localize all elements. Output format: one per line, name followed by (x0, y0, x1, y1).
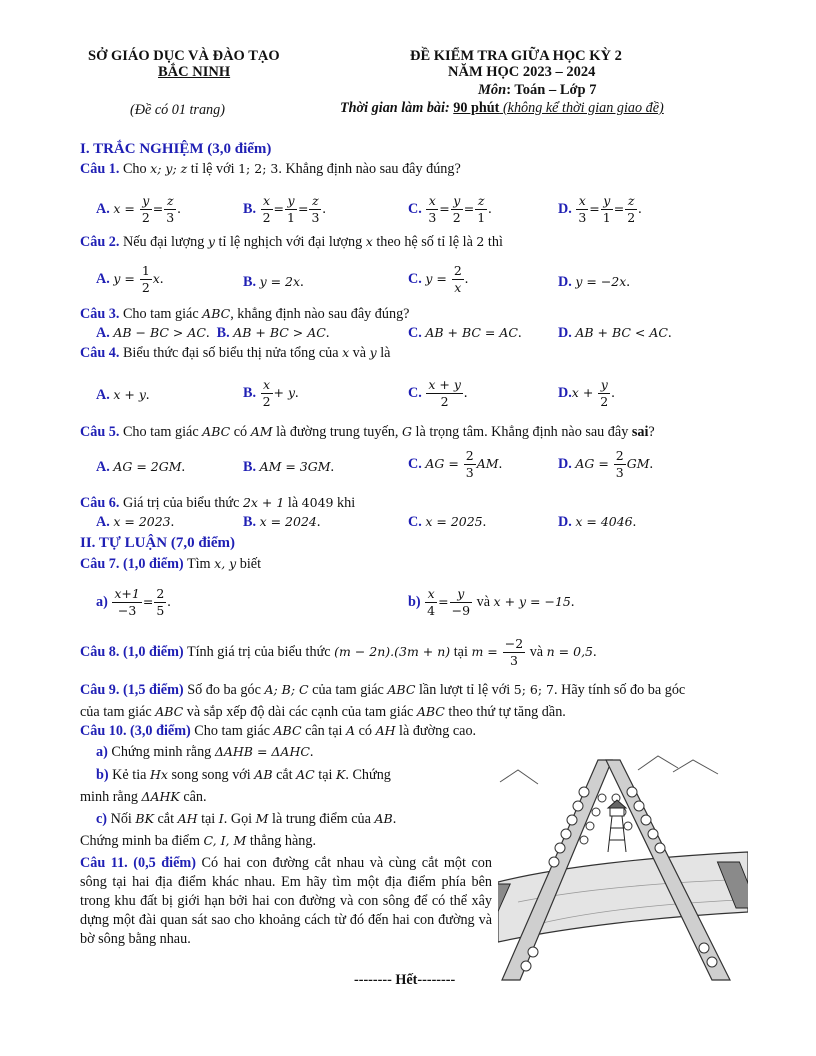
opt-letter: C. (408, 384, 422, 401)
opt-letter: D. (558, 455, 572, 472)
q5-text: Cho tam giác (119, 424, 203, 440)
q10-b-text4: tại (314, 767, 337, 783)
q5-option-d: D. AG = $\frac{2}{3}$ GM. (558, 448, 654, 480)
q10-ah2: AH (177, 811, 198, 826)
q9-line2-b: và sắp xếp độ dài các cạnh của tam giác (183, 704, 417, 720)
end-of-exam: -------- Hết-------- (354, 972, 456, 988)
q2-text: Nếu đại lượng (119, 234, 208, 250)
opt-letter: D. (558, 384, 572, 401)
q1-label: Câu 1. (80, 161, 120, 177)
question-4 (80, 345, 390, 362)
opt-letter: B. (243, 384, 257, 401)
q3-option-c: C. AB + BC = AC. (408, 325, 522, 341)
q2-text-c: theo hệ số tỉ lệ là (372, 234, 477, 250)
q3-options: A. AB − BC > AC. B. AB + BC > AC. (96, 325, 330, 341)
question-2 (80, 234, 503, 251)
q9-tri-3: ABC (416, 704, 445, 719)
q10-b-text2: song song với (167, 767, 255, 783)
q10-c-text4: . Gọi (223, 811, 256, 827)
q3-opt-c-text: AB + BC = AC (425, 325, 518, 340)
q2-option-c: C. y = $\frac{2}{x}$ . (408, 263, 469, 295)
q7-b-label: b) (408, 593, 421, 610)
q5-g: G (401, 424, 412, 439)
q4-option-a: A. x + y. (96, 387, 150, 403)
q10-m: M (255, 811, 269, 826)
school-year: NĂM HỌC 2023 – 2024 (448, 64, 596, 80)
q10-ab: AB (254, 767, 273, 782)
q3-text-b: , khẳng định nào sau đây đúng? (230, 306, 410, 322)
q6-text: Giá trị của biểu thức (119, 495, 243, 511)
q2-k: 2 (476, 234, 485, 249)
q10-k: K (336, 767, 346, 782)
q7-a-label: a) (96, 593, 108, 610)
q10-bk: BK (135, 811, 154, 826)
opt-letter: C. (408, 200, 422, 217)
q1-option-b: B. $\frac{x}{2}$ = $\frac{y}{1}$ = $\frac{z}{3}$ . (243, 193, 326, 225)
q1-text-c: . Khẳng định nào sau đây đúng? (278, 161, 461, 177)
q5-option-c: C. AG = $\frac{2}{3}$ AM. (408, 448, 503, 480)
q7-vars: x, y (214, 556, 237, 571)
q2-y: y (207, 234, 215, 249)
q9-angles: A; B; C (264, 682, 309, 697)
q10-part-c (96, 811, 396, 828)
q10-b-text5: . Chứng (345, 767, 391, 783)
q6-expr: 2x + 1 (242, 495, 285, 510)
q6-opt-c-text: x = 2025 (425, 514, 483, 529)
q10-a-text: Chứng minh rằng (107, 744, 215, 760)
q3-tri: ABC (202, 306, 231, 321)
q5-text-b: có (230, 424, 251, 440)
q2-option-b: B. y = 2x. (243, 274, 304, 290)
q10-label: Câu 10. (3,0 điểm) (80, 723, 191, 739)
subject-label: Môn (478, 82, 507, 98)
q4-text-c: là (376, 345, 391, 361)
q10-a-label: a) (96, 744, 108, 760)
question-1 (80, 161, 461, 178)
q7-part-b: b) $\frac{x}{4}$ = $\frac{y}{-9}$ và x + y = −15. (408, 586, 575, 618)
opt-letter: A. (96, 387, 110, 403)
q10-ac: AC (296, 767, 315, 782)
pages-note: (Đề có 01 trang) (130, 102, 225, 118)
time-note: (không kể thời gian giao đề) (499, 100, 664, 116)
question-7 (80, 556, 261, 573)
q10-c-text5: là trung điểm của (268, 811, 375, 827)
q10-c-text6: . (392, 811, 397, 827)
question-8: Câu 8. (1,0 điểm) Tính giá trị của biểu thức (m − 2n).(3m + n) tại m = $\frac{-2}{3}$ và n = 0,5. (80, 636, 597, 668)
q8-expr: (m − 2n).(3m + n) (334, 643, 451, 659)
q11-label: Câu 11. (0,5 điểm) (80, 855, 196, 871)
q10-i: I (218, 811, 224, 826)
q10-a: A (346, 723, 356, 738)
q7-b-eq: x + y = −15 (493, 593, 571, 609)
q10-part-b-line2 (80, 789, 207, 806)
q8-n-val: n = 0,5 (546, 643, 594, 659)
q10-text: Cho tam giác (190, 723, 274, 739)
q10-c-text1: Nối (107, 811, 136, 827)
q5-median: AM (250, 424, 273, 439)
q10-b-text1: Kẻ tia (108, 767, 150, 783)
q1-option-d: D. $\frac{x}{3}$ = $\frac{y}{1}$ = $\frac{z}{2}$ . (558, 193, 642, 225)
q5-option-b: B. AM = 3GM. (243, 459, 335, 475)
opt-letter: C. (408, 270, 422, 287)
q6-opt-a-text: x = 2023 (113, 514, 171, 529)
q2-x: x (365, 234, 373, 249)
opt-letter: C. (408, 514, 422, 530)
q2-opt-d-text: y = −2x (575, 274, 627, 289)
q10-ab2: AB (374, 811, 393, 826)
q10-text-c: có (355, 723, 376, 739)
q10-part-c-line2 (80, 833, 316, 850)
q10-b-label: b) (96, 767, 109, 783)
q10-text-d: là đường cao. (395, 723, 477, 739)
q10-part-a: a) Chứng minh rằng ΔAHB = ΔAHC. (96, 744, 314, 760)
q2-label: Câu 2. (80, 234, 120, 250)
q4-x: x (342, 345, 350, 360)
q9-text: Số đo ba góc (183, 682, 265, 698)
time-line (340, 100, 664, 117)
q4-option-c: C. $\frac{x + y}{2}$ . (408, 377, 468, 409)
q1-text: Cho (119, 161, 151, 177)
question-6 (80, 495, 355, 512)
roads-river-illustration (498, 752, 748, 982)
opt-letter: B. (243, 200, 257, 217)
q10-c-text2: cắt (153, 811, 178, 827)
opt-letter: A. (96, 514, 110, 530)
q2-option-a: A. y = $\frac{1}{2}$ x. (96, 263, 164, 295)
q9-tri-2: ABC (155, 704, 184, 719)
q7-label: Câu 7. (1,0 điểm) (80, 556, 184, 572)
q7-text-b: biết (236, 556, 262, 572)
opt-letter: A. (96, 325, 110, 341)
subject-line (478, 82, 596, 99)
q7-part-a: a) $\frac{x+1}{-3}$ = $\frac{2}{5}$ . (96, 586, 171, 618)
opt-letter: A. (96, 459, 110, 475)
q9-label: Câu 9. (1,5 điểm) (80, 682, 184, 698)
opt-letter: C. (408, 325, 422, 341)
q6-option-d: D. x = 4046. (558, 514, 637, 530)
q9-tri: ABC (387, 682, 416, 697)
q5-text-d: là trọng tâm. Khẳng định nào sau đây (411, 424, 632, 440)
q10-hx: Hx (150, 767, 168, 782)
q5-opt-b-text: AM = 3GM (259, 459, 331, 474)
q10-c-line2b: thẳng hàng. (246, 833, 317, 849)
q10-text-b: cân tại (301, 723, 347, 739)
opt-letter: D. (558, 200, 572, 217)
q9-text-b: của tam giác (308, 682, 388, 698)
q8-label: Câu 8. (1,0 điểm) (80, 643, 184, 660)
opt-letter: B. (216, 325, 230, 341)
question-5 (80, 424, 655, 441)
q3-opt-b-text: AB + BC > AC (233, 325, 326, 340)
q4-y: y (369, 345, 377, 360)
q10-ah: AH (375, 723, 396, 738)
q8-text-b: tại (450, 643, 472, 660)
q9-line2-a: của tam giác (80, 704, 156, 720)
opt-letter: D. (558, 274, 572, 290)
q3-opt-a-text: AB − BC > AC (113, 325, 206, 340)
q10-cim: C, I, M (203, 833, 247, 848)
department-name: SỞ GIÁO DỤC VÀ ĐÀO TẠO (88, 48, 280, 64)
q6-opt-b-text: x = 2024 (259, 514, 317, 529)
time-label: Thời gian làm bài: (340, 100, 454, 116)
q10-tri: ABC (273, 723, 302, 738)
q4-text-b: và (349, 345, 370, 361)
q5-label: Câu 5. (80, 424, 120, 440)
question-11 (80, 854, 492, 949)
q10-c-line2a: Chứng minh ba điểm (80, 833, 204, 849)
question-10 (80, 723, 476, 740)
q6-opt-d-text: x = 4046 (575, 514, 633, 529)
q2-opt-b-text: y = 2x (259, 274, 301, 289)
q2-option-d: D. y = −2x. (558, 274, 630, 290)
q5-opt-a-text: AG = 2GM (113, 459, 182, 474)
q6-val: 4049 (301, 495, 334, 510)
q4-option-d: D.x + $\frac{y}{2}$ . (558, 377, 615, 409)
opt-letter: B. (243, 514, 257, 530)
q5-text-e: ? (648, 424, 655, 440)
q10-part-b (96, 767, 391, 784)
q6-option-a: A. x = 2023. (96, 514, 175, 530)
q9-ratio: 5; 6; 7 (513, 682, 554, 697)
q9-text-c: lần lượt tỉ lệ với (415, 682, 514, 698)
q11-text: Có hai con đường cắt nhau và cùng cắt một con sông tại hai địa điểm khác nhau. Em hãy tìm một địa điểm phía bên trong khu đất bị giới hạn bởi hai con đường và con sông để có thể xây dựng một đài quan sát sao cho khoảng cách từ đó đến hai con đường và bờ sông bằng nhau. (80, 855, 492, 947)
q10-a-eq: ΔAHB = ΔAHC (214, 744, 310, 759)
q1-text-b: tỉ lệ với (187, 161, 239, 177)
q6-option-c: C. x = 2025. (408, 514, 487, 530)
q2-text-b: tỉ lệ nghịch với đại lượng (214, 234, 366, 250)
opt-letter: D. (558, 514, 572, 530)
opt-letter: A. (96, 200, 110, 217)
q10-c-label: c) (96, 811, 108, 827)
q4-option-b: B. $\frac{x}{2}$ + y. (243, 377, 299, 409)
q3-opt-d-text: AB + BC < AC (575, 325, 668, 340)
q8-text: Tính giá trị của biểu thức (183, 643, 335, 660)
opt-letter: D. (558, 325, 572, 341)
q10-b-line2a: minh rằng (80, 789, 142, 805)
q5-text-c: là đường trung tuyến, (272, 424, 402, 440)
q4-opt-a-text: x + y (113, 387, 146, 402)
q2-text-d: thì (484, 234, 503, 250)
question-9-line2 (80, 704, 566, 721)
q10-b-line2b: cân. (179, 789, 207, 805)
q7-text: Tìm (183, 556, 215, 572)
q7-b-text: và (473, 593, 494, 610)
opt-letter: B. (243, 459, 257, 475)
q4-label: Câu 4. (80, 345, 120, 361)
q3-text: Cho tam giác (119, 306, 203, 322)
q6-label: Câu 6. (80, 495, 120, 511)
q5-tri: ABC (202, 424, 231, 439)
q1-vars: x; y; z (150, 161, 188, 176)
q3-option-d: D. AB + BC < AC. (558, 325, 672, 341)
opt-letter: C. (408, 455, 422, 472)
q8-text-c: và (526, 643, 547, 660)
q6-text-c: khi (333, 495, 356, 511)
q9-line2-c: theo thứ tự tăng dần. (444, 704, 566, 720)
q3-label: Câu 3. (80, 306, 120, 322)
opt-letter: A. (96, 270, 110, 287)
section-2-title: II. TỰ LUẬN (7,0 điểm) (80, 535, 236, 551)
q5-option-a: A. AG = 2GM. (96, 459, 186, 475)
q6-text-b: là (284, 495, 302, 511)
q1-option-c: C. $\frac{x}{3}$ = $\frac{y}{2}$ = $\frac{z}{1}$ . (408, 193, 492, 225)
q6-option-b: B. x = 2024. (243, 514, 321, 530)
q10-c-text3: tại (197, 811, 219, 827)
q9-text-d: . Hãy tính số đo ba góc (554, 682, 686, 698)
subject-value: : Toán – Lớp 7 (506, 82, 597, 98)
q10-ahk: ΔAHK (141, 789, 180, 804)
q1-ratio: 1; 2; 3 (238, 161, 279, 176)
q1-option-a: A. x = $\frac{y}{2}$ = $\frac{z}{3}$ . (96, 193, 181, 225)
time-value: 90 phút (453, 100, 500, 116)
province-name: BẮC NINH (158, 64, 231, 80)
opt-letter: B. (243, 274, 257, 290)
question-3 (80, 306, 409, 323)
exam-title: ĐỀ KIỂM TRA GIỮA HỌC KỲ 2 (410, 48, 622, 64)
q10-b-text3: cắt (272, 767, 297, 783)
q4-text: Biểu thức đại số biểu thị nửa tổng của (119, 345, 343, 361)
question-9 (80, 682, 685, 699)
section-1-title: I. TRẮC NGHIỆM (3,0 điểm) (80, 141, 272, 157)
q5-wrong-word: sai (631, 424, 649, 440)
